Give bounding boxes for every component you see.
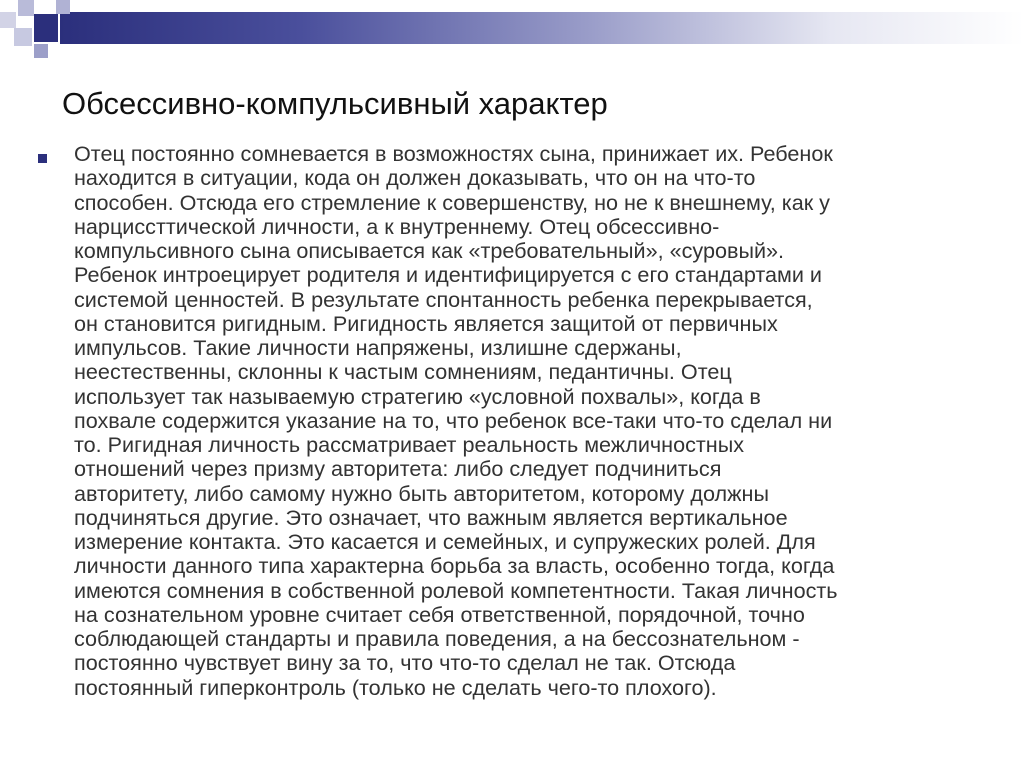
body-text-line: Отец постоянно сомневается в возможностях сына, принижает их. Ребенок — [74, 141, 833, 166]
body-text-line: неестественны, склонны к частым сомнениям, педантичны. Отец — [74, 359, 732, 385]
body-text-line: авторитету, либо самому нужно быть авторитетом, которому должны — [74, 480, 769, 506]
body-text-line: использует так называемую стратегию «условной похвалы», когда в — [74, 383, 761, 409]
body-text-line: способен. Отсюда его стремление к совершенству, но не к внешнему, как у — [74, 189, 830, 215]
body-text-line: находится в ситуации, кода он должен доказывать, что он на что-то — [74, 165, 756, 191]
body-text-line: он становится ригидным. Ригидность является защитой от первичных — [74, 310, 778, 336]
body-text-line: нарциссттической личности, а к внутреннему. Отец обсессивно- — [74, 213, 720, 239]
body-text-line: отношений через призму авторитета: либо следует подчиниться — [74, 456, 722, 482]
body-text-line: постоянно чувствует вину за то, что что-то сделал не так. Отсюда — [74, 650, 736, 676]
square-bullet-icon — [38, 154, 47, 163]
body-text-line: личности данного типа характерна борьба за власть, особенно тогда, когда — [74, 553, 835, 579]
body-text-line: то. Ригидная личность рассматривает реальность межличностных — [74, 432, 745, 457]
decorative-square — [18, 0, 34, 16]
slide-title: Обсессивно-компульсивный характер — [62, 86, 608, 121]
body-text-line: импульсов. Такие личности напряжены, излишне сдержаны, — [74, 335, 682, 360]
body-text-line: подчиняться другие. Это означает, что важным является вертикальное — [74, 504, 788, 530]
body-text-line: измерение контакта. Это касается и семейных, и супружеских ролей. Для — [74, 529, 816, 554]
decorative-square — [34, 44, 48, 58]
bullet-list — [38, 142, 998, 700]
body-text-line: на сознательном уровне считает себя ответственной, порядочной, точно — [74, 601, 805, 627]
decorative-square — [0, 12, 16, 28]
body-text-line: соблюдающей стандарты и правила поведения, а на бессознательном - — [74, 626, 800, 651]
decorative-square — [14, 28, 32, 46]
body-text-line: постоянный гиперконтроль (только не сделать чего-то плохого). — [74, 674, 717, 700]
decorative-square — [56, 0, 70, 14]
decorative-square — [34, 14, 58, 42]
header-gradient-band — [60, 12, 1024, 44]
body-text-line: похвале содержится указание на то, что ребенок все-таки что-то сделал ни — [74, 407, 833, 433]
body-text-line: системой ценностей. В результате спонтанность ребенка перекрывается, — [74, 286, 813, 312]
bullet-item — [38, 142, 998, 700]
body-text-line: компульсивного сына описывается как «требовательный», «суровый». — [74, 238, 785, 263]
body-text-line: имеются сомнения в собственной ролевой компетентности. Такая личность — [74, 577, 838, 603]
body-text-line: Ребенок интроецирует родителя и идентифицируется с его стандартами и — [74, 262, 822, 288]
